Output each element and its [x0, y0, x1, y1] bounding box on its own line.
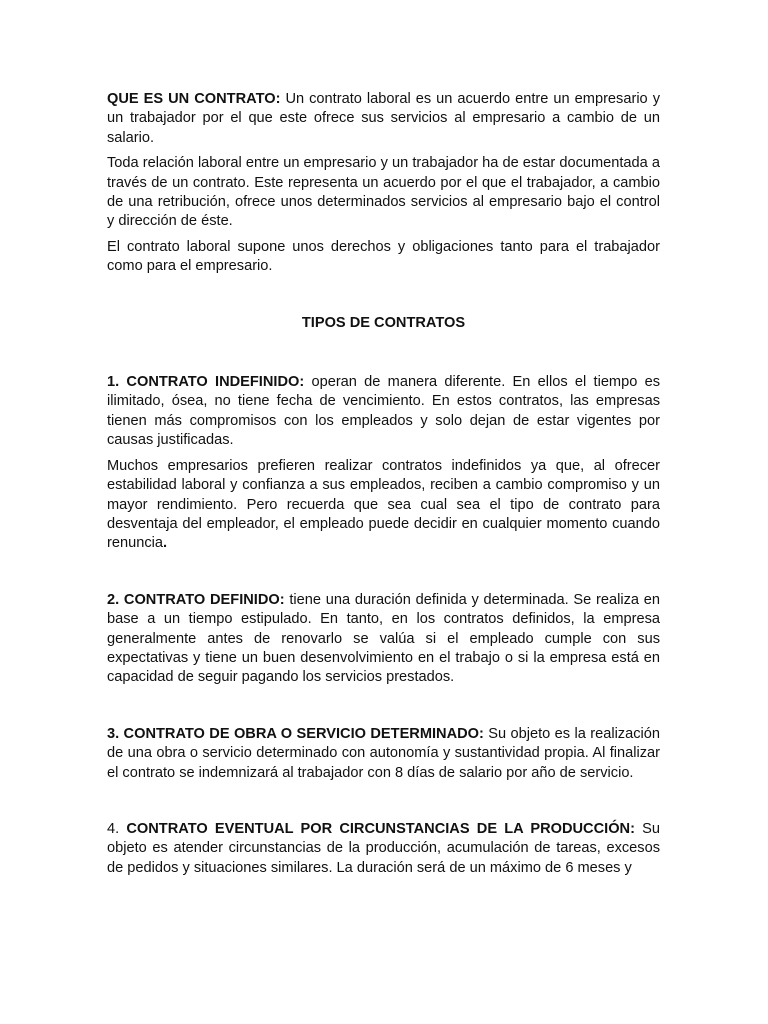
intro-text-1: Un contrato laboral es un acuerdo entre un empresario y un trabajador por el que este ofrece sus servicios al empresario a cambio de un salario.: [107, 91, 660, 146]
type-3-heading: 3. CONTRATO DE OBRA O SERVICIO DETERMINADO:: [107, 725, 484, 742]
type-3-text: Su objeto es la realización de una obra o servicio determinado con autonomía y sustantividad propia. Al finalizar el contrato se indemnizará al trabajador con 8 días de salario por año de servicio.: [107, 725, 660, 781]
type-1-heading: 1. CONTRATO INDEFINIDO:: [107, 374, 305, 391]
type-1-extra-text: Muchos empresarios prefieren realizar contratos indefinidos ya que, al ofrecer estabilidad laboral y confianza a sus empleados, reciben a cambio compromiso y un mayor rendimiento. Pero recuerda que sea cual sea el tipo de contrato para desventaja del empleador, el empleado puede decidir en cualquier momento cuando renuncia: [107, 457, 660, 552]
type-2-heading: 2. CONTRATO DEFINIDO:: [107, 591, 285, 608]
type-4-paragraph: [107, 820, 660, 878]
type-3-paragraph: [107, 725, 660, 783]
type-1-extra-paragraph: [107, 457, 660, 554]
type-4-heading: CONTRATO EVENTUAL POR CIRCUNSTANCIAS DE LA PRODUCCIÓN:: [126, 820, 635, 837]
section-title: TIPOS DE CONTRATOS: [301, 314, 466, 331]
intro-heading: QUE ES UN CONTRATO:: [107, 91, 281, 107]
type-4-number: 4.: [107, 820, 127, 837]
intro-paragraph-2: Toda relación laboral entre un empresario y un trabajador ha de estar documentada a través de un contrato. Este representa un acuerdo por el que el trabajador, a cambio de una retribución, ofrece unos determinados servicios al empresario bajo el control y dirección de éste.: [107, 155, 660, 230]
type-1-text: operan de manera diferente. En ellos el tiempo es ilimitado, ósea, no tiene fecha de vencimiento. En estos contratos, las empresas tienen más compromisos con los empleados y solo dejan de estar vigentes por causas justificadas.: [107, 374, 660, 449]
type-1-extra-end: .: [162, 535, 168, 552]
type-2-paragraph: [107, 591, 660, 688]
intro-paragraph-3: El contrato laboral supone unos derechos y obligaciones tanto para el trabajador como para el empresario.: [107, 238, 660, 275]
type-2-text: tiene una duración definida y determinada. Se realiza en base a un tiempo estipulado. En tanto, en los contratos definidos, la empresa generalmente antes de renovarlo se valúa si el empleado cumple con sus expectativas y tiene un buen desenvolvimiento en el trabajo o si la empresa está en capacidad de seguir pagando los servicios prestados.: [107, 591, 661, 686]
type-4-text: Su objeto es atender circunstancias de la producción, acumulación de tareas, excesos de pedidos y situaciones similares. La duración será de un máximo de 6 meses y: [107, 820, 661, 876]
type-1-paragraph: [107, 373, 660, 451]
intro-paragraph-1: [107, 90, 660, 148]
document-page: [107, 90, 660, 878]
